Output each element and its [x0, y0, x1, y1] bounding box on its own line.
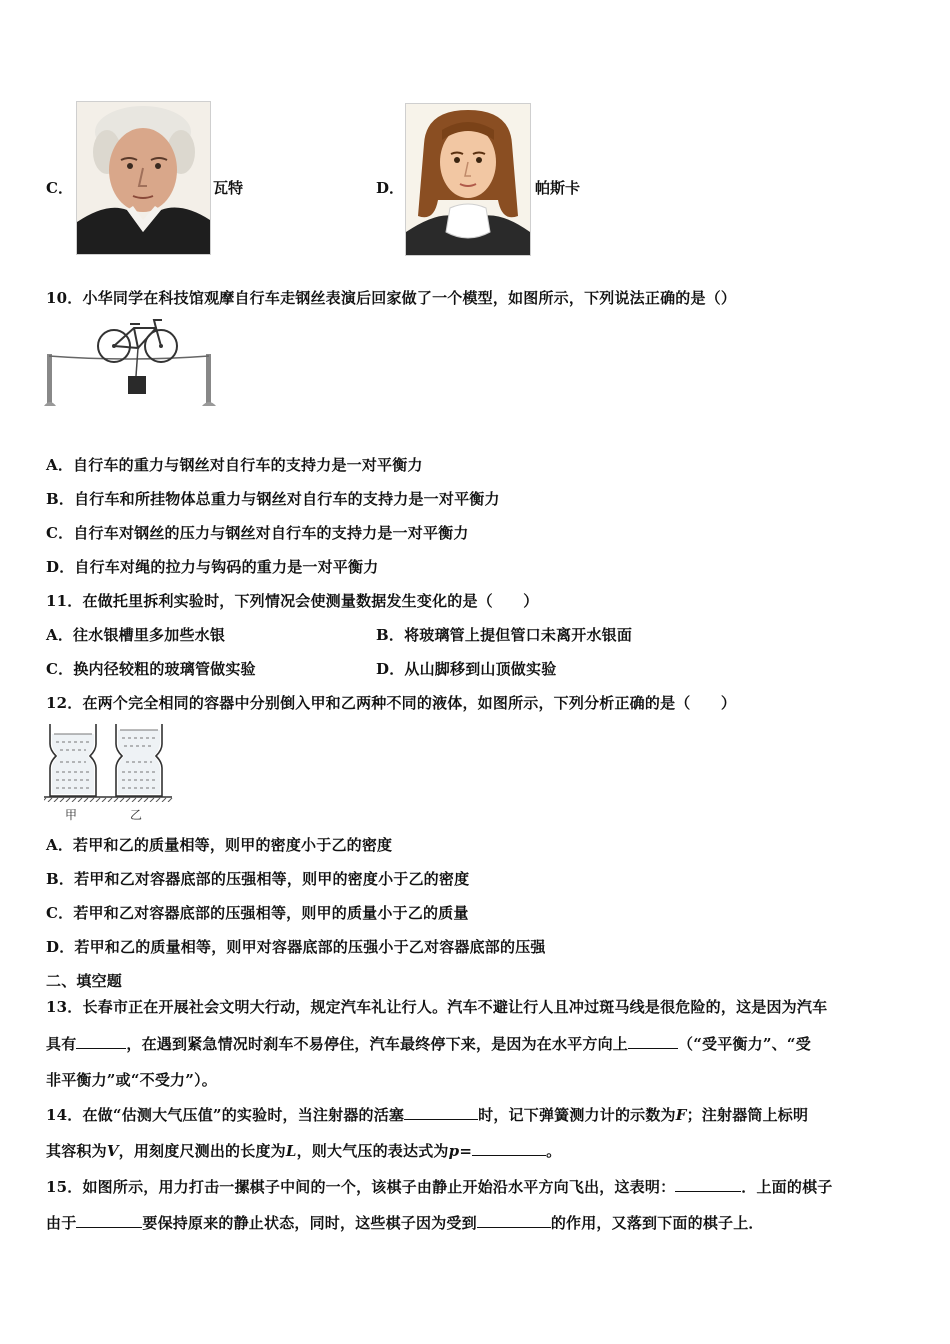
- containers-figure: [44, 722, 174, 802]
- q10-option-c: C．自行车对钢丝的压力与钢丝对自行车的支持力是一对平衡力: [46, 524, 469, 542]
- figure-label-jia: 甲: [65, 808, 78, 822]
- q14-text-e: ，用刻度尺测出的长度为: [118, 1142, 286, 1160]
- q13-line-3: 非平衡力”或“不受力”）。: [46, 1071, 217, 1089]
- q10-option-d: D．自行车对绳的拉力与钩码的重力是一对平衡力: [46, 558, 379, 576]
- q13-line-1: 13．长春市正在开展社会文明大行动，规定汽车礼让行人。汽车不避让行人且冲过斑马线是很危险的，这是因为汽车: [46, 998, 828, 1016]
- q13-blank-1[interactable]: [76, 1034, 126, 1049]
- option-c-label: C．: [46, 179, 73, 197]
- q15-blank-1[interactable]: [675, 1177, 741, 1192]
- q11-option-d: D．从山脚移到山顶做实验: [376, 660, 557, 678]
- q14-line-2: [46, 1140, 561, 1161]
- q12-option-a: A．若甲和乙的质量相等，则甲的密度小于乙的密度: [46, 836, 393, 854]
- q14-var-f: F: [675, 1106, 687, 1124]
- option-d-text: 帕斯卡: [535, 179, 581, 197]
- q10-stem: 10．小华同学在科技馆观摩自行车走钢丝表演后回家做了一个模型，如图所示，下列说法正确的是（）: [46, 289, 737, 307]
- figure-label-yi: 乙: [130, 808, 143, 822]
- q12-option-d: D．若甲和乙的质量相等，则甲对容器底部的压强小于乙对容器底部的压强: [46, 938, 546, 956]
- q14-text-b: 时，记下弹簧测力计的示数为: [478, 1106, 676, 1124]
- option-d-label: D．: [376, 179, 405, 197]
- q11-option-b: B．将玻璃管上提但管口未离开水银面: [376, 626, 633, 644]
- q11-option-c: C．换内径较粗的玻璃管做实验: [46, 660, 256, 678]
- q14-blank-2[interactable]: [472, 1141, 546, 1156]
- q15-text-e: 的作用，又落到下面的棋子上．: [550, 1214, 764, 1232]
- q10-option-b: B．自行车和所挂物体总重力与钢丝对自行车的支持力是一对平衡力: [46, 490, 500, 508]
- q10-option-a: A．自行车的重力与钢丝对自行车的支持力是一对平衡力: [46, 456, 423, 474]
- q14-text-d: 其容积为: [46, 1142, 107, 1160]
- q13-line-2: [46, 1033, 811, 1054]
- q14-period: 。: [546, 1142, 562, 1160]
- q15-line-2: [46, 1212, 764, 1233]
- q13-text-c: （“受平衡力”、“受: [678, 1035, 811, 1053]
- section-title: 二、填空题: [46, 972, 123, 990]
- q15-line-1: [46, 1176, 832, 1197]
- q14-equals: =: [459, 1142, 473, 1160]
- q14-text-f: ，则大气压的表达式为: [296, 1142, 449, 1160]
- q13-text-a: 具有: [46, 1035, 77, 1053]
- q14-var-l: L: [285, 1142, 297, 1160]
- q14-blank-1[interactable]: [404, 1105, 478, 1120]
- q15-text-c: 由于: [46, 1214, 77, 1232]
- q11-option-a: A．往水银槽里多加些水银: [46, 626, 226, 644]
- q14-text-a: 14．在做“估测大气压值”的实验时，当注射器的活塞: [46, 1106, 405, 1124]
- q12-stem: 12．在两个完全相同的容器中分别倒入甲和乙两种不同的液体，如图所示，下列分析正确的是（ ）: [46, 694, 737, 712]
- q13-blank-2[interactable]: [628, 1034, 678, 1049]
- option-c-text: 瓦特: [213, 179, 244, 197]
- q12-option-b: B．若甲和乙对容器底部的压强相等，则甲的密度小于乙的密度: [46, 870, 470, 888]
- q14-var-p: p: [448, 1142, 460, 1160]
- q14-line-1: [46, 1104, 808, 1125]
- q13-text-b: ，在遇到紧急情况时刹车不易停住，汽车最终停下来，是因为在水平方向上: [126, 1035, 629, 1053]
- q15-text-d: 要保持原来的静止状态，同时，这些棋子因为受到: [142, 1214, 477, 1232]
- bicycle-wire-figure: [44, 314, 224, 412]
- q15-text-a: 15．如图所示，用力打击一摞棋子中间的一个，该棋子由静止开始沿水平方向飞出，这表明：: [46, 1178, 676, 1196]
- q15-blank-2[interactable]: [76, 1213, 142, 1228]
- q11-stem: 11．在做托里拆利实验时，下列情况会使测量数据发生变化的是（ ）: [46, 592, 539, 610]
- watt-portrait: [76, 101, 211, 255]
- q14-var-v: V: [106, 1142, 119, 1160]
- pascal-portrait: [405, 103, 531, 256]
- q15-blank-3[interactable]: [477, 1213, 551, 1228]
- q12-option-c: C．若甲和乙对容器底部的压强相等，则甲的质量小于乙的质量: [46, 904, 469, 922]
- q15-text-b: ．上面的棋子: [741, 1178, 833, 1196]
- q14-text-c: ；注射器筒上标明: [686, 1106, 809, 1124]
